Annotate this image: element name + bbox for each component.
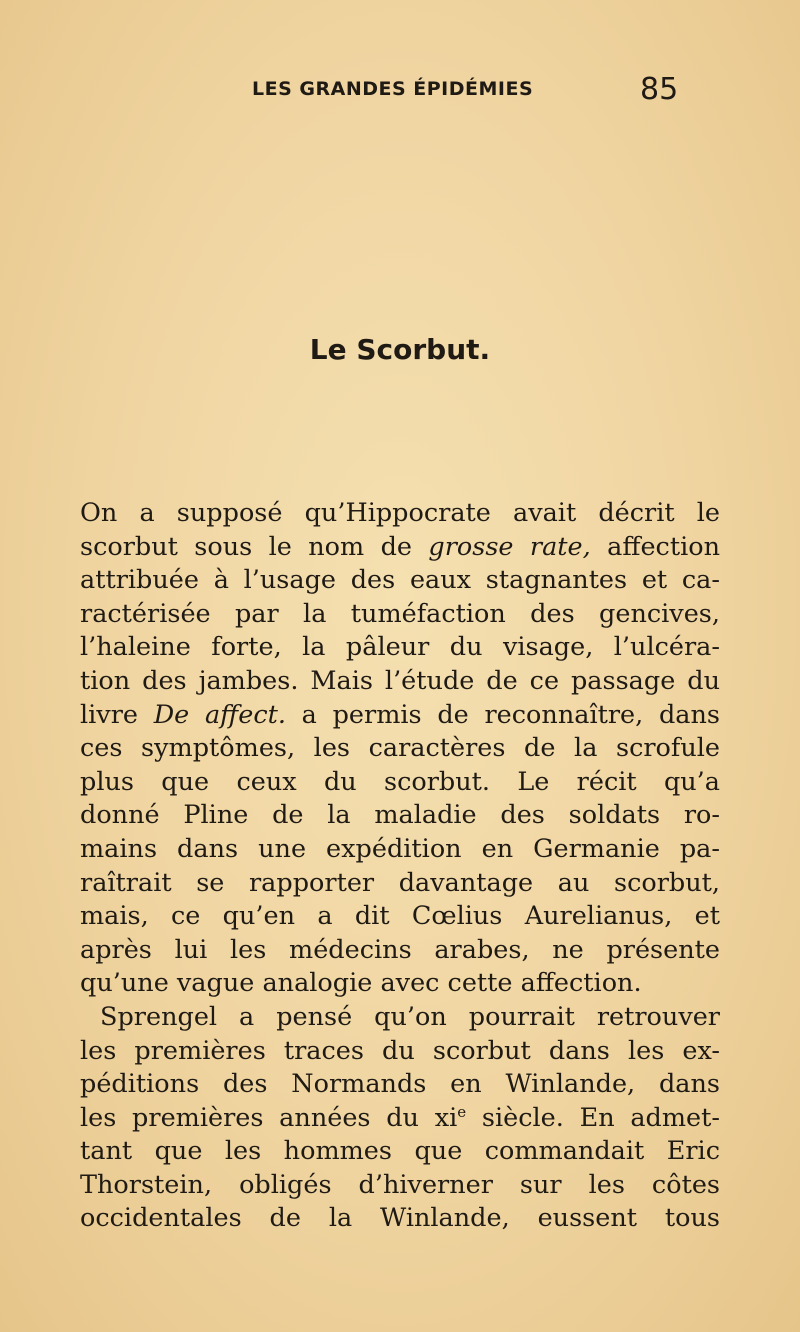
text-segment: On a supposé qu’Hippocrate avait décrit le — [80, 498, 720, 528]
text-segment: les premières traces du scorbut dans les ex- — [80, 1035, 720, 1066]
body-text — [80, 497, 720, 1236]
text-segment: occidentales de la Winlande, eussent tous — [80, 1203, 720, 1234]
text-segment: ces symptômes, les caractères de la scrofule — [80, 733, 720, 764]
text-segment: tant que les hommes que commandait Eric — [80, 1136, 720, 1167]
running-header — [0, 72, 800, 112]
text-line — [80, 598, 720, 632]
text-segment: plus que ceux du scorbut. Le récit qu’a — [80, 766, 720, 797]
italic-text: grosse rate, — [428, 531, 591, 562]
text-line — [80, 1102, 720, 1136]
text-segment: mains dans une expédition en Germanie pa- — [80, 833, 720, 864]
text-line — [80, 799, 720, 833]
text-line — [80, 564, 720, 598]
text-line — [80, 766, 720, 800]
text-line — [80, 934, 720, 968]
text-line — [80, 833, 720, 867]
text-segment: attribuée à l’usage des eaux stagnantes et ca- — [80, 565, 720, 596]
text-line — [80, 665, 720, 699]
text-line — [80, 1135, 720, 1169]
text-line — [80, 867, 720, 901]
text-line — [80, 1001, 720, 1035]
text-segment: Sprengel a pensé qu’on pourrait retrouver — [100, 1001, 720, 1032]
text-segment: siècle. En admet- — [466, 1102, 721, 1133]
text-line — [80, 1068, 720, 1102]
text-segment: a permis de reconnaître, dans — [285, 699, 720, 730]
text-segment: raîtrait se rapporter davantage au scorbut, — [80, 867, 720, 898]
page-number: 85 — [640, 72, 679, 107]
superscript-text: e — [457, 1102, 467, 1121]
text-segment: scorbut sous le nom de — [80, 531, 429, 562]
text-line — [80, 631, 720, 665]
text-segment: tion des jambes. Mais l’étude de ce passage du — [80, 665, 720, 696]
text-segment: l’haleine forte, la pâleur du visage, l’ulcéra- — [80, 632, 720, 663]
text-segment: qu’une vague analogie avec cette affection. — [80, 968, 642, 999]
text-segment: affection — [590, 531, 721, 562]
text-line — [80, 531, 720, 565]
text-line — [80, 732, 720, 766]
text-segment: donné Pline de la maladie des soldats ro- — [80, 800, 720, 831]
text-segment: après lui les médecins arabes, ne présente — [80, 934, 720, 965]
text-line — [80, 699, 720, 733]
text-line — [80, 1169, 720, 1203]
text-line — [80, 497, 720, 531]
text-line — [80, 967, 720, 1001]
text-segment: mais, ce qu’en a dit Cœlius Aurelianus, et — [80, 901, 720, 932]
text-line — [80, 1035, 720, 1069]
text-segment: Thorstein, obligés d’hiverner sur les côtes — [80, 1169, 720, 1200]
italic-text: De affect. — [153, 699, 286, 730]
text-segment: xi — [434, 1102, 458, 1133]
text-line — [80, 1202, 720, 1236]
text-segment: les premières années du — [80, 1102, 435, 1133]
text-line — [80, 900, 720, 934]
text-segment: livre — [80, 699, 154, 730]
chapter-title: Le Scorbut. — [309, 333, 491, 366]
text-segment: ractérisée par la tuméfaction des gencives, — [80, 598, 720, 629]
text-segment: péditions des Normands en Winlande, dans — [80, 1069, 720, 1100]
running-title: LES GRANDES ÉPIDÉMIES — [252, 78, 534, 100]
